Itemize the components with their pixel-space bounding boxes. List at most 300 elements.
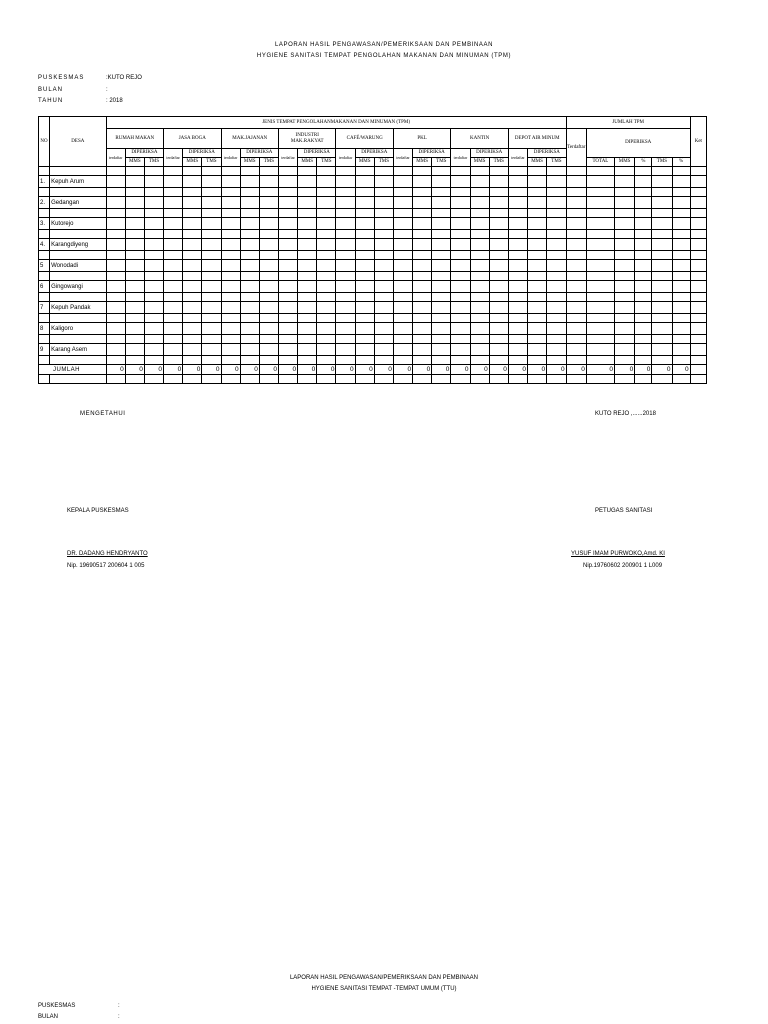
empty-cell	[50, 251, 106, 260]
empty-cell	[652, 375, 672, 384]
empty-cell	[125, 281, 144, 293]
empty-cell	[489, 356, 508, 365]
empty-cell	[144, 218, 163, 230]
empty-cell	[39, 272, 50, 281]
empty-cell	[547, 272, 567, 281]
empty-cell	[240, 272, 259, 281]
empty-cell	[259, 167, 278, 176]
row-desa: Gedangan	[50, 197, 106, 209]
empty-cell	[672, 293, 690, 302]
empty-cell	[202, 218, 221, 230]
empty-cell	[432, 281, 451, 293]
empty-cell	[336, 260, 355, 272]
empty-cell	[355, 344, 374, 356]
empty-cell	[125, 356, 144, 365]
empty-cell	[413, 176, 432, 188]
empty-cell	[586, 272, 614, 281]
empty-cell	[615, 375, 635, 384]
empty-cell	[240, 344, 259, 356]
total-value: 0	[183, 365, 202, 375]
bulan-value: :	[106, 87, 108, 93]
total-value: 0	[413, 365, 432, 375]
empty-cell	[393, 209, 412, 218]
terdaftar-header: terdaftar	[336, 149, 355, 167]
row-no: 2.	[39, 197, 50, 209]
empty-cell	[336, 218, 355, 230]
empty-cell	[374, 323, 393, 335]
total-value: 0	[336, 365, 355, 375]
empty-cell	[508, 188, 527, 197]
empty-cell	[528, 302, 547, 314]
empty-cell	[432, 260, 451, 272]
empty-cell	[298, 344, 317, 356]
empty-cell	[298, 239, 317, 251]
jumlah-sub-header: TOTAL	[586, 158, 614, 167]
empty-cell	[202, 230, 221, 239]
empty-cell	[652, 293, 672, 302]
empty-cell	[125, 344, 144, 356]
empty-cell	[355, 272, 374, 281]
report-title-line1: LAPORAN HASIL PENGAWASAN/PEMERIKSAAN DAN PEMBINAAN	[274, 42, 494, 48]
empty-cell	[393, 356, 412, 365]
empty-cell	[144, 239, 163, 251]
empty-cell	[586, 209, 614, 218]
empty-cell	[202, 302, 221, 314]
empty-cell	[125, 323, 144, 335]
total-value: 0	[470, 365, 489, 375]
empty-cell	[508, 344, 527, 356]
empty-cell	[635, 239, 652, 251]
empty-cell	[202, 293, 221, 302]
empty-cell	[586, 218, 614, 230]
empty-cell	[432, 218, 451, 230]
empty-cell	[317, 230, 336, 239]
empty-cell	[183, 323, 202, 335]
empty-cell	[451, 239, 470, 251]
empty-cell	[652, 344, 672, 356]
footer-title-line2: HYGIENE SANITASI TEMPAT -TEMPAT UMUM (TTU)	[311, 986, 457, 992]
empty-cell	[240, 314, 259, 323]
empty-cell	[336, 314, 355, 323]
empty-cell	[528, 197, 547, 209]
tahun-label: TAHUN	[38, 98, 64, 104]
empty-cell	[393, 272, 412, 281]
empty-cell	[528, 344, 547, 356]
empty-cell	[528, 375, 547, 384]
empty-cell	[652, 356, 672, 365]
empty-cell	[635, 260, 652, 272]
empty-cell	[635, 176, 652, 188]
empty-cell	[298, 251, 317, 260]
empty-cell	[652, 230, 672, 239]
empty-cell	[528, 176, 547, 188]
terdaftar-header: terdaftar	[106, 149, 125, 167]
empty-cell	[144, 167, 163, 176]
empty-cell	[336, 302, 355, 314]
empty-cell	[690, 302, 706, 314]
empty-cell	[451, 209, 470, 218]
empty-cell	[317, 251, 336, 260]
empty-cell	[164, 356, 183, 365]
empty-cell	[547, 209, 567, 218]
empty-cell	[652, 323, 672, 335]
empty-cell	[183, 314, 202, 323]
empty-cell	[508, 230, 527, 239]
empty-cell	[586, 335, 614, 344]
empty-cell	[413, 335, 432, 344]
empty-cell	[278, 188, 297, 197]
tms-header: TMS	[432, 158, 451, 167]
puskesmas-label: PUSKESMAS	[38, 75, 85, 81]
empty-cell	[259, 375, 278, 384]
empty-cell	[298, 209, 317, 218]
empty-cell	[586, 302, 614, 314]
empty-cell	[690, 239, 706, 251]
empty-cell	[652, 218, 672, 230]
empty-cell	[508, 323, 527, 335]
empty-cell	[413, 218, 432, 230]
empty-cell	[586, 281, 614, 293]
empty-cell	[451, 197, 470, 209]
empty-cell	[336, 176, 355, 188]
diperiksa-header: DIPERIKSA	[183, 149, 221, 158]
empty-cell	[259, 356, 278, 365]
empty-cell	[413, 314, 432, 323]
empty-cell	[106, 335, 125, 344]
empty-cell	[144, 197, 163, 209]
empty-cell	[432, 323, 451, 335]
table-row	[39, 344, 707, 356]
diperiksa-header: DIPERIKSA	[528, 149, 567, 158]
empty-cell	[672, 209, 690, 218]
footer-bulan-label: BULAN	[38, 1014, 59, 1020]
empty-cell	[528, 281, 547, 293]
total-value: 0	[566, 365, 586, 375]
place-date: KUTO REJO ,......2018	[595, 411, 656, 417]
empty-cell	[202, 239, 221, 251]
total-value: 0	[489, 365, 508, 375]
empty-cell	[374, 188, 393, 197]
empty-cell	[690, 197, 706, 209]
empty-cell	[451, 260, 470, 272]
empty-cell	[432, 167, 451, 176]
empty-cell	[336, 281, 355, 293]
petugas-name: YUSUF IMAM PURWOKO,Amd. KI	[571, 551, 665, 557]
table-spacer-row	[39, 335, 707, 344]
empty-cell	[221, 344, 240, 356]
empty-cell	[615, 314, 635, 323]
empty-cell	[240, 251, 259, 260]
empty-cell	[39, 356, 50, 365]
empty-cell	[317, 375, 336, 384]
empty-cell	[393, 197, 412, 209]
empty-cell	[259, 230, 278, 239]
empty-cell	[489, 167, 508, 176]
diperiksa-header: DIPERIKSA	[413, 149, 451, 158]
empty-cell	[470, 356, 489, 365]
empty-cell	[374, 314, 393, 323]
empty-cell	[317, 293, 336, 302]
empty-cell	[413, 356, 432, 365]
empty-cell	[470, 302, 489, 314]
empty-cell	[164, 239, 183, 251]
empty-cell	[615, 323, 635, 335]
empty-cell	[451, 293, 470, 302]
empty-cell	[393, 335, 412, 344]
empty-cell	[317, 176, 336, 188]
empty-cell	[183, 239, 202, 251]
empty-cell	[470, 344, 489, 356]
empty-cell	[635, 344, 652, 356]
empty-cell	[432, 375, 451, 384]
empty-cell	[164, 314, 183, 323]
empty-cell	[615, 230, 635, 239]
total-value: 0	[164, 365, 183, 375]
empty-cell	[106, 260, 125, 272]
empty-cell	[125, 375, 144, 384]
empty-cell	[635, 375, 652, 384]
empty-cell	[355, 209, 374, 218]
empty-cell	[202, 176, 221, 188]
empty-cell	[278, 209, 297, 218]
diperiksa-header: DIPERIKSA	[355, 149, 393, 158]
empty-cell	[240, 209, 259, 218]
total-value: 0	[652, 365, 672, 375]
empty-cell	[106, 272, 125, 281]
empty-cell	[586, 314, 614, 323]
row-desa: Kaligoro	[50, 323, 106, 335]
empty-cell	[470, 176, 489, 188]
ket-header: Ket	[690, 117, 706, 167]
empty-cell	[413, 323, 432, 335]
empty-cell	[336, 230, 355, 239]
empty-cell	[106, 218, 125, 230]
empty-cell	[393, 281, 412, 293]
empty-cell	[336, 197, 355, 209]
empty-cell	[489, 335, 508, 344]
empty-cell	[547, 197, 567, 209]
empty-cell	[566, 272, 586, 281]
empty-cell	[374, 344, 393, 356]
empty-cell	[615, 218, 635, 230]
empty-cell	[125, 218, 144, 230]
empty-cell	[652, 302, 672, 314]
empty-cell	[106, 375, 125, 384]
empty-cell	[393, 293, 412, 302]
empty-cell	[528, 272, 547, 281]
empty-cell	[106, 230, 125, 239]
table-row	[39, 197, 707, 209]
empty-cell	[615, 260, 635, 272]
footer-puskesmas-label: PUSKESMAS	[38, 1003, 76, 1009]
empty-cell	[278, 323, 297, 335]
empty-cell	[528, 356, 547, 365]
empty-cell	[50, 293, 106, 302]
empty-cell	[355, 230, 374, 239]
empty-cell	[355, 302, 374, 314]
empty-cell	[393, 176, 412, 188]
empty-cell	[672, 251, 690, 260]
empty-cell	[125, 188, 144, 197]
empty-cell	[298, 272, 317, 281]
empty-cell	[355, 260, 374, 272]
empty-cell	[393, 251, 412, 260]
empty-cell	[470, 335, 489, 344]
empty-cell	[374, 230, 393, 239]
empty-cell	[221, 335, 240, 344]
empty-cell	[470, 239, 489, 251]
empty-cell	[106, 239, 125, 251]
empty-cell	[432, 197, 451, 209]
empty-cell	[240, 218, 259, 230]
empty-cell	[164, 281, 183, 293]
tms-header: TMS	[547, 158, 567, 167]
empty-cell	[125, 272, 144, 281]
empty-cell	[144, 251, 163, 260]
empty-cell	[164, 188, 183, 197]
empty-cell	[508, 197, 527, 209]
footer-title-line1: LAPORAN HASIL PENGAWASAN/PEMERIKSAAN DAN PEMBINAAN	[289, 975, 479, 981]
empty-cell	[690, 188, 706, 197]
category-header: MAK.JAJANAN	[221, 129, 278, 149]
empty-cell	[298, 293, 317, 302]
empty-cell	[317, 167, 336, 176]
empty-cell	[566, 188, 586, 197]
empty-cell	[202, 167, 221, 176]
empty-cell	[355, 167, 374, 176]
empty-cell	[566, 251, 586, 260]
total-value: 0	[451, 365, 470, 375]
terdaftar-header: terdaftar	[164, 149, 183, 167]
empty-cell	[50, 335, 106, 344]
empty-cell	[278, 167, 297, 176]
empty-cell	[547, 230, 567, 239]
empty-cell	[547, 167, 567, 176]
empty-cell	[672, 176, 690, 188]
jumlah-diperiksa-header: DIPERIKSA	[586, 129, 690, 158]
tms-header: TMS	[317, 158, 336, 167]
empty-cell	[586, 356, 614, 365]
row-no: 9	[39, 344, 50, 356]
empty-cell	[240, 188, 259, 197]
empty-cell	[432, 293, 451, 302]
empty-cell	[470, 167, 489, 176]
category-header: KANTIN	[451, 129, 508, 149]
empty-cell	[635, 356, 652, 365]
empty-cell	[547, 302, 567, 314]
empty-cell	[690, 293, 706, 302]
empty-cell	[374, 335, 393, 344]
tpm-table	[38, 116, 707, 384]
empty-cell	[106, 176, 125, 188]
row-desa: Kutorejo	[50, 218, 106, 230]
empty-cell	[451, 167, 470, 176]
empty-cell	[672, 344, 690, 356]
empty-cell	[690, 365, 706, 375]
empty-cell	[566, 218, 586, 230]
empty-cell	[547, 239, 567, 251]
empty-cell	[528, 260, 547, 272]
empty-cell	[393, 230, 412, 239]
empty-cell	[374, 260, 393, 272]
empty-cell	[202, 281, 221, 293]
empty-cell	[672, 314, 690, 323]
row-desa: Kepuh Pandak	[50, 302, 106, 314]
tms-header: TMS	[489, 158, 508, 167]
empty-cell	[566, 209, 586, 218]
empty-cell	[106, 197, 125, 209]
puskesmas-value: :KUTO REJO	[106, 75, 142, 81]
empty-cell	[413, 293, 432, 302]
empty-cell	[508, 293, 527, 302]
empty-cell	[413, 188, 432, 197]
empty-cell	[508, 251, 527, 260]
empty-cell	[50, 230, 106, 239]
empty-cell	[635, 281, 652, 293]
empty-cell	[317, 356, 336, 365]
empty-cell	[393, 218, 412, 230]
empty-cell	[615, 188, 635, 197]
empty-cell	[355, 281, 374, 293]
diperiksa-header: DIPERIKSA	[470, 149, 508, 158]
empty-cell	[240, 176, 259, 188]
total-value: 0	[672, 365, 690, 375]
empty-cell	[508, 260, 527, 272]
empty-cell	[144, 335, 163, 344]
empty-cell	[586, 197, 614, 209]
empty-cell	[470, 375, 489, 384]
empty-cell	[672, 356, 690, 365]
empty-cell	[144, 272, 163, 281]
empty-cell	[489, 239, 508, 251]
empty-cell	[317, 302, 336, 314]
empty-cell	[547, 251, 567, 260]
mms-header: MMS	[125, 158, 144, 167]
empty-cell	[164, 218, 183, 230]
table-row	[39, 176, 707, 188]
empty-cell	[259, 218, 278, 230]
total-value: 0	[432, 365, 451, 375]
empty-cell	[586, 293, 614, 302]
empty-cell	[374, 356, 393, 365]
total-value: 0	[202, 365, 221, 375]
empty-cell	[566, 323, 586, 335]
empty-cell	[240, 197, 259, 209]
empty-cell	[528, 314, 547, 323]
empty-cell	[451, 272, 470, 281]
jumlah-label: JUMLAH	[39, 365, 107, 375]
empty-cell	[432, 344, 451, 356]
tahun-value: : 2018	[106, 98, 123, 104]
empty-cell	[240, 302, 259, 314]
empty-cell	[164, 251, 183, 260]
empty-cell	[528, 188, 547, 197]
empty-cell	[39, 375, 50, 384]
total-value: 0	[144, 365, 163, 375]
empty-cell	[508, 302, 527, 314]
empty-cell	[432, 314, 451, 323]
category-header: CAFÉ/WARUNG	[336, 129, 393, 149]
empty-cell	[690, 167, 706, 176]
empty-cell	[374, 197, 393, 209]
empty-cell	[144, 176, 163, 188]
empty-cell	[508, 218, 527, 230]
empty-cell	[202, 344, 221, 356]
empty-cell	[451, 314, 470, 323]
empty-cell	[355, 251, 374, 260]
empty-cell	[374, 251, 393, 260]
empty-cell	[690, 209, 706, 218]
